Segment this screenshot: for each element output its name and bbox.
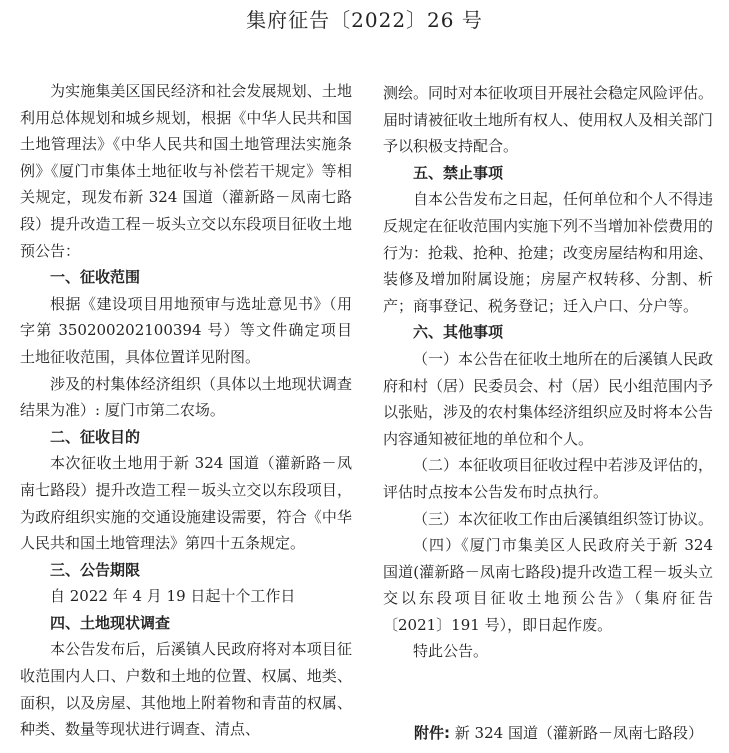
section-heading-period: 三、公告期限: [50, 560, 141, 579]
attachment-text: 新 324 国道（灌新路－凤南七路段）: [454, 724, 703, 742]
period-paragraph: 自 2022 年 4 月 19 日起十个工作日: [50, 587, 296, 606]
left-column: [20, 78, 352, 743]
attachment-label: 附件:: [414, 724, 450, 742]
section-heading-scope: 一、征收范围: [50, 268, 141, 287]
closing-paragraph: 特此公告。: [413, 642, 489, 661]
section-heading-purpose: 二、征收目的: [50, 427, 141, 446]
intro-paragraph: 为实施集美区国民经济和社会发展规划、土地利用总体规划和城乡规划，根据《中华人民共和国土地管理法》《中华人民共和国土地管理法实施条例》《厦门市集体土地征收与补偿若干规定》等相关规定，现发布新 324 国道（灌新路－凤南七路段）提升改造工程－坂头立交以东段项目征收土地预公告：: [20, 82, 352, 260]
other-item-2: （二）本征收项目征收过程中若涉及评估的，评估时点按本公告发布时点执行。: [383, 456, 714, 501]
other-item-4: （四）《厦门市集美区人民政府关于新 324 国道(灌新路－凤南七路段)提升改造工程－坂头立交以东段项目征收土地预公告》（集府征告〔2021〕191 号），即日起作废。: [383, 536, 713, 634]
attachment-line: [414, 720, 703, 746]
survey-paragraph: 本公告发布后，后溪镇人民政府将对本项目征收范围内人口、户数和土地的位置、权属、地类、面积，以及房屋、其他地上附着物和青苗的权属、种类、数量等现状进行调查、清点、: [20, 640, 352, 739]
other-item-3: （三）本次征收工作由后溪镇组织签订协议。: [413, 509, 714, 528]
scope-paragraph: 根据《建设项目用地预审与选址意见书》（用字第 350200202100394 号）等文件确定项目土地征收范围，具体位置详见附图。: [20, 294, 352, 366]
section-heading-survey: 四、土地现状调查: [50, 613, 171, 632]
right-column: [383, 80, 713, 665]
section-heading-prohibited: 五、禁止事项: [413, 163, 504, 182]
survey-paragraph-continued: 测绘。同时对本征收项目开展社会稳定风险评估。届时请被征收土地所有权人、使用权人及相关部门予以积极支持配合。: [383, 84, 714, 156]
prohibited-paragraph: 自本公告发布之日起，任何单位和个人不得违反规定在征收范围内实施下列不当增加补偿费用的行为：抢栽、抢种、抢建；改变房屋结构和用途、装修及增加附属设施；房屋产权转移、分割、析产；商事登记、税务登记；迁入户口、分户等。: [383, 190, 714, 315]
document-title: 集府征告〔2022〕26 号: [246, 8, 483, 32]
other-item-1: （一）本公告在征收土地所在的后溪镇人民政府和村（居）民委员会、村（居）民小组范围内予以张贴，涉及的农村集体经济组织应及时将本公告内容通知被征地的单位和个人。: [383, 349, 714, 448]
purpose-paragraph: 本次征收土地用于新 324 国道（灌新路－凤南七路段）提升改造工程－坂头立交以东段项目，为政府组织实施的交通设施建设需要，符合《中华人民共和国土地管理法》第四十五条规定。: [20, 454, 352, 553]
scope-collective-paragraph: 涉及的村集体经济组织（具体以土地现状调查结果为准）: 厦门市第二农场。: [20, 374, 352, 420]
section-heading-other: 六、其他事项: [413, 323, 504, 342]
